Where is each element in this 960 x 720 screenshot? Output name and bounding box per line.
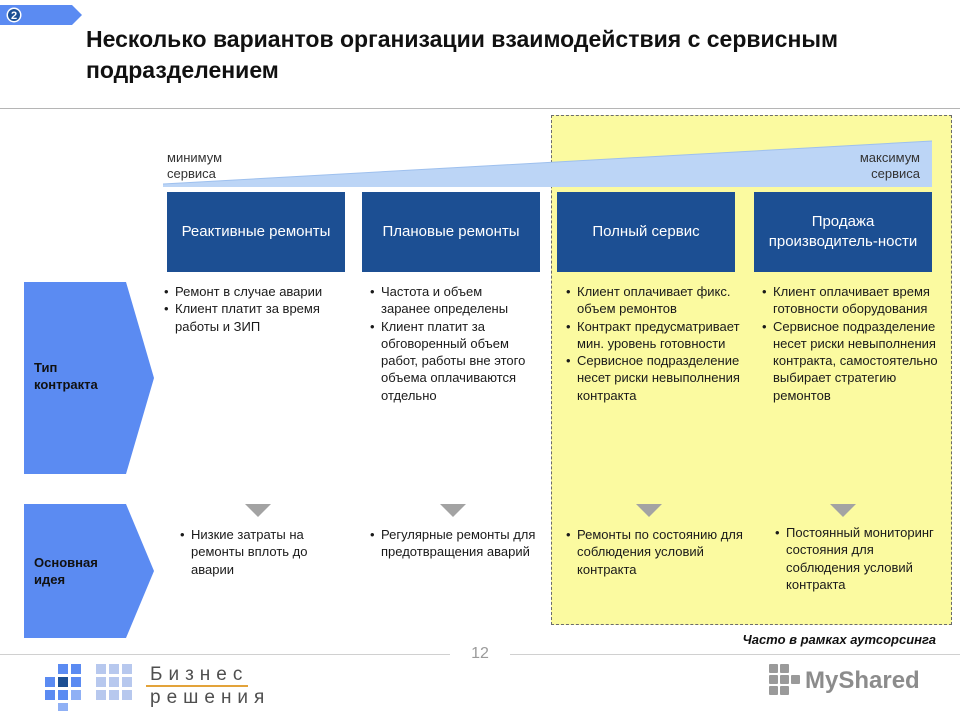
list-item: • Низкие затраты на ремонты вплоть до аварии: [180, 526, 340, 578]
row-label-idea-line2: идея: [34, 572, 66, 587]
list-item: • Контракт предусматривает мин. уровень готовности: [566, 318, 750, 353]
row-label-main-idea: [34, 554, 98, 588]
myshared-watermark: [765, 658, 950, 698]
contract-list-performance: [762, 283, 944, 404]
list-item: • Клиент платит за обговоренный объем работ, работы вне этого объема оплачиваются отдельно: [370, 318, 530, 404]
list-item: • Клиент платит за время работы и ЗИП: [164, 300, 334, 335]
option-header-full-service: Полный сервис: [557, 192, 735, 272]
list-item: • Клиент оплачивает время готовности оборудования: [762, 283, 944, 318]
page-title: Несколько вариантов организации взаимодействия с сервисным подразделением: [86, 26, 839, 83]
option-header-reactive: Реактивные ремонты: [167, 192, 345, 272]
option-header-performance: Продажа производитель-ности: [754, 192, 932, 272]
scale-max-label: [800, 150, 920, 182]
row-label-contract-type: [34, 359, 98, 393]
contract-list-reactive: [164, 283, 334, 335]
list-item: • Клиент оплачивает фикс. объем ремонтов: [566, 283, 750, 318]
page-number: 12: [471, 645, 489, 662]
list-item: • Регулярные ремонты для предотвращения аварий: [370, 526, 546, 561]
logo-text-line2: решения: [150, 687, 271, 708]
scale-min-label: [167, 150, 222, 182]
down-arrow-icon: [636, 504, 662, 517]
idea-list-reactive: [180, 526, 340, 578]
footer-divider-left: [0, 654, 450, 655]
row-label-contract-line2: контракта: [34, 377, 98, 392]
row-label-idea-line1: Основная: [34, 555, 98, 570]
scale-max-line2: сервиса: [871, 166, 920, 181]
down-arrow-icon: [830, 504, 856, 517]
contract-list-full-service: [566, 283, 750, 404]
contract-list-planned: [370, 283, 530, 404]
list-item: • Ремонты по состоянию для соблюдения условий контракта: [566, 526, 746, 578]
header-divider: [0, 108, 960, 109]
list-item: • Частота и объем заранее определены: [370, 283, 530, 318]
idea-list-full-service: [566, 526, 746, 578]
watermark-text: MyShared: [805, 667, 920, 694]
idea-list-planned: [370, 526, 546, 561]
idea-list-performance: [775, 524, 945, 593]
down-arrow-icon: [440, 504, 466, 517]
scale-min-line2: сервиса: [167, 166, 216, 181]
option-header-planned: Плановые ремонты: [362, 192, 540, 272]
scale-min-line1: минимум: [167, 150, 223, 165]
footer-divider-right: [510, 654, 960, 655]
list-item: • Сервисное подразделение несет риски невыполнения контракта: [566, 352, 750, 404]
outsourcing-caption: Часто в рамках аутсорсинга: [742, 632, 936, 647]
list-item: • Постоянный мониторинг состояния для соблюдения условий контракта: [775, 524, 945, 593]
section-number: 2: [10, 10, 18, 22]
section-badge: [0, 5, 82, 25]
list-item: • Сервисное подразделение несет риски невыполнения контракта, самостоятельно выбирает стратегию ремонтов: [762, 318, 944, 404]
down-arrow-icon: [245, 504, 271, 517]
logo-text-line1: Бизнес: [150, 664, 249, 685]
row-label-contract-line1: Тип: [34, 360, 58, 375]
scale-max-line1: максимум: [859, 150, 920, 165]
list-item: • Ремонт в случае аварии: [164, 283, 334, 300]
